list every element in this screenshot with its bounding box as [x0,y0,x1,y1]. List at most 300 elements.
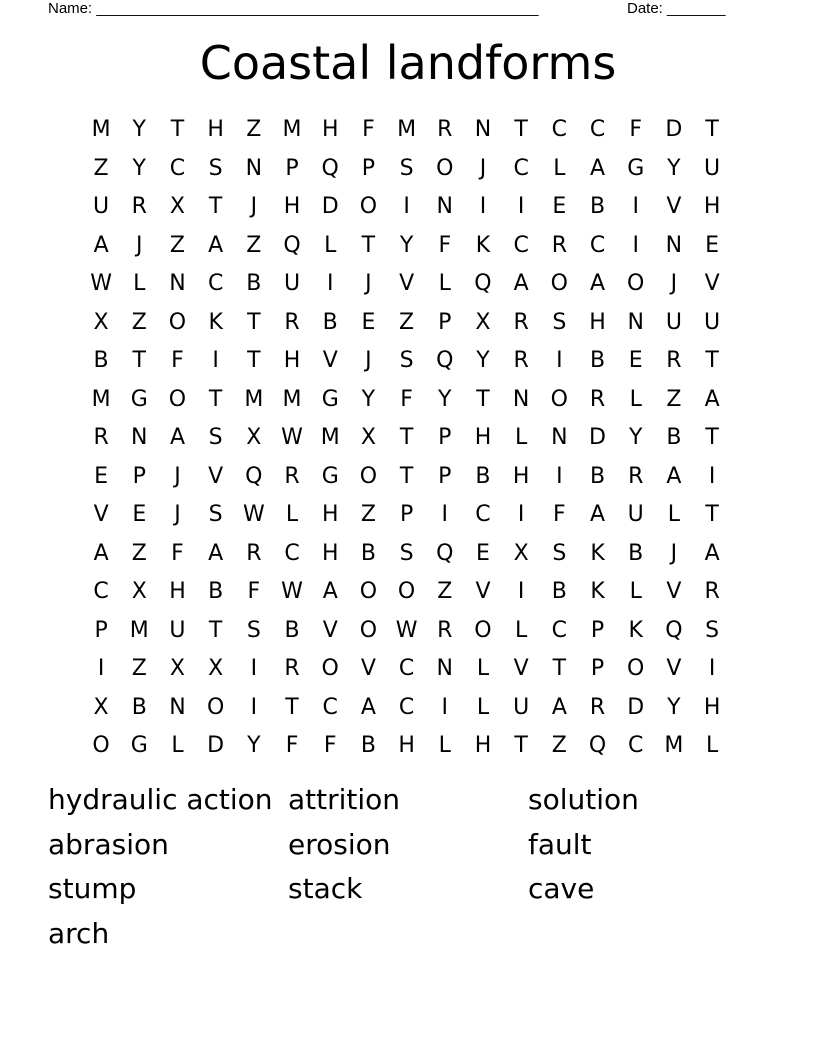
grid-letter: J [365,271,372,296]
grid-letter: I [632,232,639,258]
grid-letter: M [664,733,684,758]
grid-letter: T [705,348,719,373]
grid-letter: T [208,617,223,643]
grid-letter: C [589,232,606,258]
grid-letter: P [438,425,452,450]
grid-letter: V [475,579,491,604]
grid-letter: I [326,271,334,296]
grid-letter: Z [131,309,147,335]
grid-letter: I [556,463,563,489]
grid-letter: B [589,348,606,373]
word-list-item: stump [48,872,137,906]
header [48,0,726,18]
grid-letter: I [632,194,639,219]
grid-letter: Y [247,733,261,758]
grid-letter: I [517,502,525,527]
grid-letter: L [515,617,528,643]
grid-letter: I [556,348,563,373]
grid-letter: H [321,540,339,566]
grid-letter: W [90,271,112,296]
grid-letter: B [628,540,644,566]
grid-letter: X [93,694,109,720]
grid-letter: V [666,579,682,604]
grid-letter: R [284,656,300,681]
grid-letter: S [208,425,223,450]
grid-letter: U [704,155,721,181]
grid-letter: N [169,694,186,720]
grid-letter: L [629,386,642,412]
grid-letter: P [438,309,452,335]
grid-letter: F [400,386,413,412]
grid-letter: R [131,194,147,219]
grid-letter: F [171,348,184,373]
grid-letter: E [94,463,109,489]
grid-letter: K [590,579,605,604]
grid-letter: N [436,656,454,681]
grid-letter: S [208,502,223,527]
grid-letter: D [589,425,606,450]
grid-letter: L [476,694,490,720]
grid-letter: N [474,117,492,142]
grid-letter: M [320,425,340,450]
grid-letter: Y [667,694,681,720]
grid-letter: M [129,617,149,643]
grid-letter: B [589,463,606,489]
grid-letter: K [475,232,491,258]
grid-letter: I [708,656,716,681]
grid-letter: Q [436,540,454,566]
grid-letter: T [132,348,146,373]
word-list-item: erosion [288,827,391,861]
grid-letter: N [131,425,148,450]
grid-letter: L [285,502,299,527]
grid-letter: S [399,348,414,373]
grid-letter: A [360,694,376,720]
grid-letter: I [441,694,449,720]
grid-letter: C [398,694,415,720]
grid-letter: T [399,425,414,450]
date-field-label: Date: _______ [627,0,726,17]
grid-letter: X [513,540,529,566]
grid-letter: L [324,232,337,258]
grid-letter: I [250,694,258,720]
grid-letter: O [397,579,416,604]
grid-letter: R [437,117,453,142]
grid-letter: A [666,463,682,489]
grid-letter: V [208,463,224,489]
grid-letter: Z [169,232,185,258]
grid-letter: H [398,733,415,758]
grid-letter: V [322,617,338,643]
grid-letter: Z [551,733,567,758]
grid-letter: H [283,194,301,219]
grid-letter: Y [476,348,490,373]
grid-letter: B [589,194,606,219]
grid-letter: M [282,386,302,412]
grid-letter: V [322,348,338,373]
grid-letter: R [437,617,453,643]
grid-letter: F [629,117,643,142]
grid-letter: Q [436,348,454,373]
grid-letter: N [512,386,530,412]
grid-letter: Z [360,502,376,527]
grid-letter: L [553,155,566,181]
word-list [48,779,768,957]
word-list-item: arch [48,916,110,950]
grid-letter: L [667,502,681,527]
grid-letter: Q [283,232,301,258]
grid-letter: F [323,733,337,758]
grid-letter: Z [666,386,682,412]
grid-letter: X [246,425,262,450]
grid-letter: O [436,155,454,181]
name-field-label: Name: _____________________________________________________ [48,0,539,17]
grid-letter: S [208,155,223,181]
grid-letter: U [169,617,186,643]
grid-letter: E [132,502,147,527]
grid-letter: H [589,309,606,335]
grid-letter: O [550,386,568,412]
grid-letter: R [513,348,529,373]
grid-letter: O [359,617,378,643]
grid-letter: N [551,425,568,450]
grid-letter: T [208,194,223,219]
grid-letter: Y [399,232,414,258]
grid-letter: A [704,386,720,412]
grid-letter: T [247,348,261,373]
grid-letter: V [704,271,720,296]
grid-letter: P [361,155,376,181]
grid-letter: O [627,656,645,681]
grid-letter: F [171,540,184,566]
grid-letter: Q [245,463,263,489]
grid-letter: A [208,232,224,258]
grid-letter: C [551,617,568,643]
grid-letter: B [208,579,224,604]
grid-letter: L [171,733,184,758]
grid-letter: J [479,155,487,181]
grid-letter: X [360,425,376,450]
grid-letter: R [589,694,606,720]
grid-letter: N [665,232,683,258]
grid-letter: V [399,271,415,296]
grid-letter: J [136,232,143,258]
grid-letter: T [705,502,719,527]
grid-letter: Y [667,155,681,181]
grid-letter: U [704,309,721,335]
grid-letter: V [666,194,682,219]
grid-letter: F [285,733,299,758]
grid-letter: P [94,617,108,643]
grid-letter: F [553,502,566,527]
grid-letter: A [590,502,606,527]
grid-letter: G [130,386,148,412]
grid-letter: Y [132,155,146,181]
grid-letter: J [250,194,258,219]
grid-letter: E [552,194,567,219]
grid-letter: C [93,579,109,604]
grid-letter: M [91,117,111,142]
grid-letter: H [474,425,492,450]
grid-letter: G [627,155,645,181]
grid-letter: R [628,463,644,489]
grid-letter: B [475,463,491,489]
grid-letter: B [93,348,109,373]
word-list-item: cave [528,872,595,906]
grid-letter: P [590,656,605,681]
word-list-item: stack [288,872,363,906]
grid-letter: H [321,117,339,142]
grid-letter: T [552,656,567,681]
grid-letter: J [670,540,678,566]
grid-letter: B [360,733,376,758]
grid-letter: Y [628,425,643,450]
letter-grid [82,111,731,766]
grid-letter: L [133,271,146,296]
grid-letter: P [285,155,299,181]
grid-letter: E [628,348,643,373]
grid-letter: I [441,502,449,527]
grid-letter: C [398,656,415,681]
grid-letter: R [589,386,606,412]
grid-letter: I [708,463,716,489]
grid-letter: X [208,656,224,681]
grid-letter: S [705,617,720,643]
grid-letter: Y [132,117,146,142]
grid-letter: J [174,502,181,527]
grid-letter: G [130,733,148,758]
grid-letter: R [513,309,529,335]
grid-letter: O [627,271,645,296]
grid-letter: H [703,194,721,219]
grid-letter: G [321,463,339,489]
grid-letter: U [93,194,110,219]
grid-letter: S [552,540,567,566]
grid-letter: Q [321,155,339,181]
grid-letter: L [515,425,528,450]
grid-letter: Y [438,386,452,412]
grid-letter: S [246,617,261,643]
grid-letter: K [590,540,605,566]
grid-letter: E [476,540,490,566]
grid-letter: I [517,194,525,219]
grid-letter: W [242,502,265,527]
grid-letter: C [589,117,606,142]
grid-letter: K [628,617,643,643]
grid-letter: Z [437,579,453,604]
grid-letter: Z [246,117,262,142]
grid-letter: L [705,733,719,758]
grid-letter: H [703,694,721,720]
grid-letter: R [551,232,567,258]
grid-letter: X [131,579,147,604]
grid-letter: J [365,348,372,373]
grid-letter: O [92,733,110,758]
grid-letter: F [438,232,452,258]
grid-letter: J [670,271,678,296]
grid-letter: R [246,540,262,566]
grid-letter: T [285,694,299,720]
grid-letter: T [170,117,185,142]
grid-letter: T [476,386,490,412]
grid-letter: C [284,540,300,566]
grid-letter: C [322,694,338,720]
grid-letter: M [91,386,111,412]
grid-letter: B [551,579,567,604]
grid-letter: C [207,271,224,296]
word-list-item: abrasion [48,827,169,861]
grid-letter: F [362,117,375,142]
grid-letter: O [168,386,187,412]
grid-letter: C [513,232,529,258]
grid-letter: A [169,425,185,450]
grid-letter: C [513,155,529,181]
grid-letter: L [438,271,451,296]
grid-letter: W [281,579,303,604]
grid-letter: Z [93,155,109,181]
grid-letter: O [359,579,378,604]
grid-letter: Z [399,309,415,335]
grid-letter: R [284,463,300,489]
word-list-item: fault [528,827,592,861]
grid-letter: U [513,694,530,720]
grid-letter: W [281,425,303,450]
grid-letter: Z [131,540,147,566]
grid-letter: D [207,733,225,758]
grid-letter: A [93,540,109,566]
grid-letter: T [399,463,414,489]
grid-letter: A [93,232,109,258]
grid-letter: O [321,656,339,681]
grid-letter: H [283,348,301,373]
grid-letter: X [169,656,185,681]
grid-letter: T [514,117,528,142]
grid-letter: B [360,540,376,566]
grid-letter: M [244,386,264,412]
grid-letter: C [475,502,491,527]
grid-letter: T [705,425,719,450]
grid-letter: J [174,463,181,489]
grid-letter: I [250,656,258,681]
grid-letter: E [361,309,376,335]
grid-letter: U [627,502,644,527]
grid-letter: C [628,733,644,758]
grid-letter: H [169,579,186,604]
grid-letter: O [359,463,378,489]
grid-letter: I [403,194,410,219]
grid-letter: Q [588,733,607,758]
grid-letter: R [93,425,109,450]
grid-letter: T [208,386,223,412]
grid-letter: B [666,425,682,450]
grid-letter: I [97,656,105,681]
grid-letter: G [321,386,339,412]
grid-letter: H [474,733,492,758]
grid-letter: T [705,117,719,142]
grid-letter: B [246,271,262,296]
grid-letter: O [474,617,492,643]
grid-letter: I [479,194,487,219]
grid-letter: A [513,271,529,296]
grid-letter: Z [246,232,262,258]
grid-letter: V [93,502,109,527]
grid-letter: L [476,656,490,681]
grid-letter: M [282,117,302,142]
grid-letter: B [131,694,147,720]
grid-letter: V [513,656,529,681]
grid-letter: T [361,232,376,258]
grid-letter: Z [131,656,147,681]
grid-letter: S [399,540,414,566]
grid-letter: C [551,117,568,142]
grid-letter: P [590,617,605,643]
grid-letter: N [436,194,454,219]
grid-letter: K [208,309,223,335]
grid-letter: X [169,194,185,219]
grid-letter: A [551,694,567,720]
grid-letter: Y [361,386,376,412]
grid-letter: P [132,463,146,489]
grid-letter: X [475,309,491,335]
grid-letter: C [169,155,186,181]
grid-letter: P [399,502,414,527]
grid-letter: H [207,117,224,142]
grid-letter: E [705,232,720,258]
grid-letter: L [629,579,642,604]
grid-letter: P [438,463,452,489]
grid-letter: O [206,694,225,720]
grid-letter: X [93,309,109,335]
grid-letter: A [208,540,224,566]
page-title: Coastal landforms [199,36,617,90]
grid-letter: O [168,309,187,335]
grid-letter: D [321,194,339,219]
grid-letter: R [666,348,682,373]
word-list-item: hydraulic action [48,783,273,816]
grid-letter: N [627,309,644,335]
grid-letter: S [399,155,414,181]
grid-letter: T [247,309,261,335]
grid-letter: V [360,656,376,681]
grid-letter: O [359,194,378,219]
grid-letter: R [704,579,720,604]
grid-letter: H [321,502,339,527]
grid-letter: R [284,309,300,335]
grid-letter: L [438,733,451,758]
grid-letter: O [550,271,568,296]
grid-letter: B [284,617,300,643]
grid-letter: V [666,656,682,681]
grid-letter: N [169,271,186,296]
grid-letter: D [627,694,645,720]
grid-letter: A [590,271,606,296]
word-list-item: attrition [288,783,401,816]
grid-letter: D [665,117,683,142]
grid-letter: A [590,155,606,181]
grid-letter: H [512,463,530,489]
grid-letter: M [397,117,417,142]
grid-letter: A [322,579,338,604]
grid-letter: T [514,733,528,758]
grid-letter: W [395,617,418,643]
grid-letter: F [247,579,261,604]
grid-letter: B [322,309,338,335]
grid-letter: A [704,540,720,566]
grid-letter: U [283,271,301,296]
grid-letter: U [665,309,682,335]
grid-letter: Q [665,617,683,643]
grid-letter: I [517,579,525,604]
